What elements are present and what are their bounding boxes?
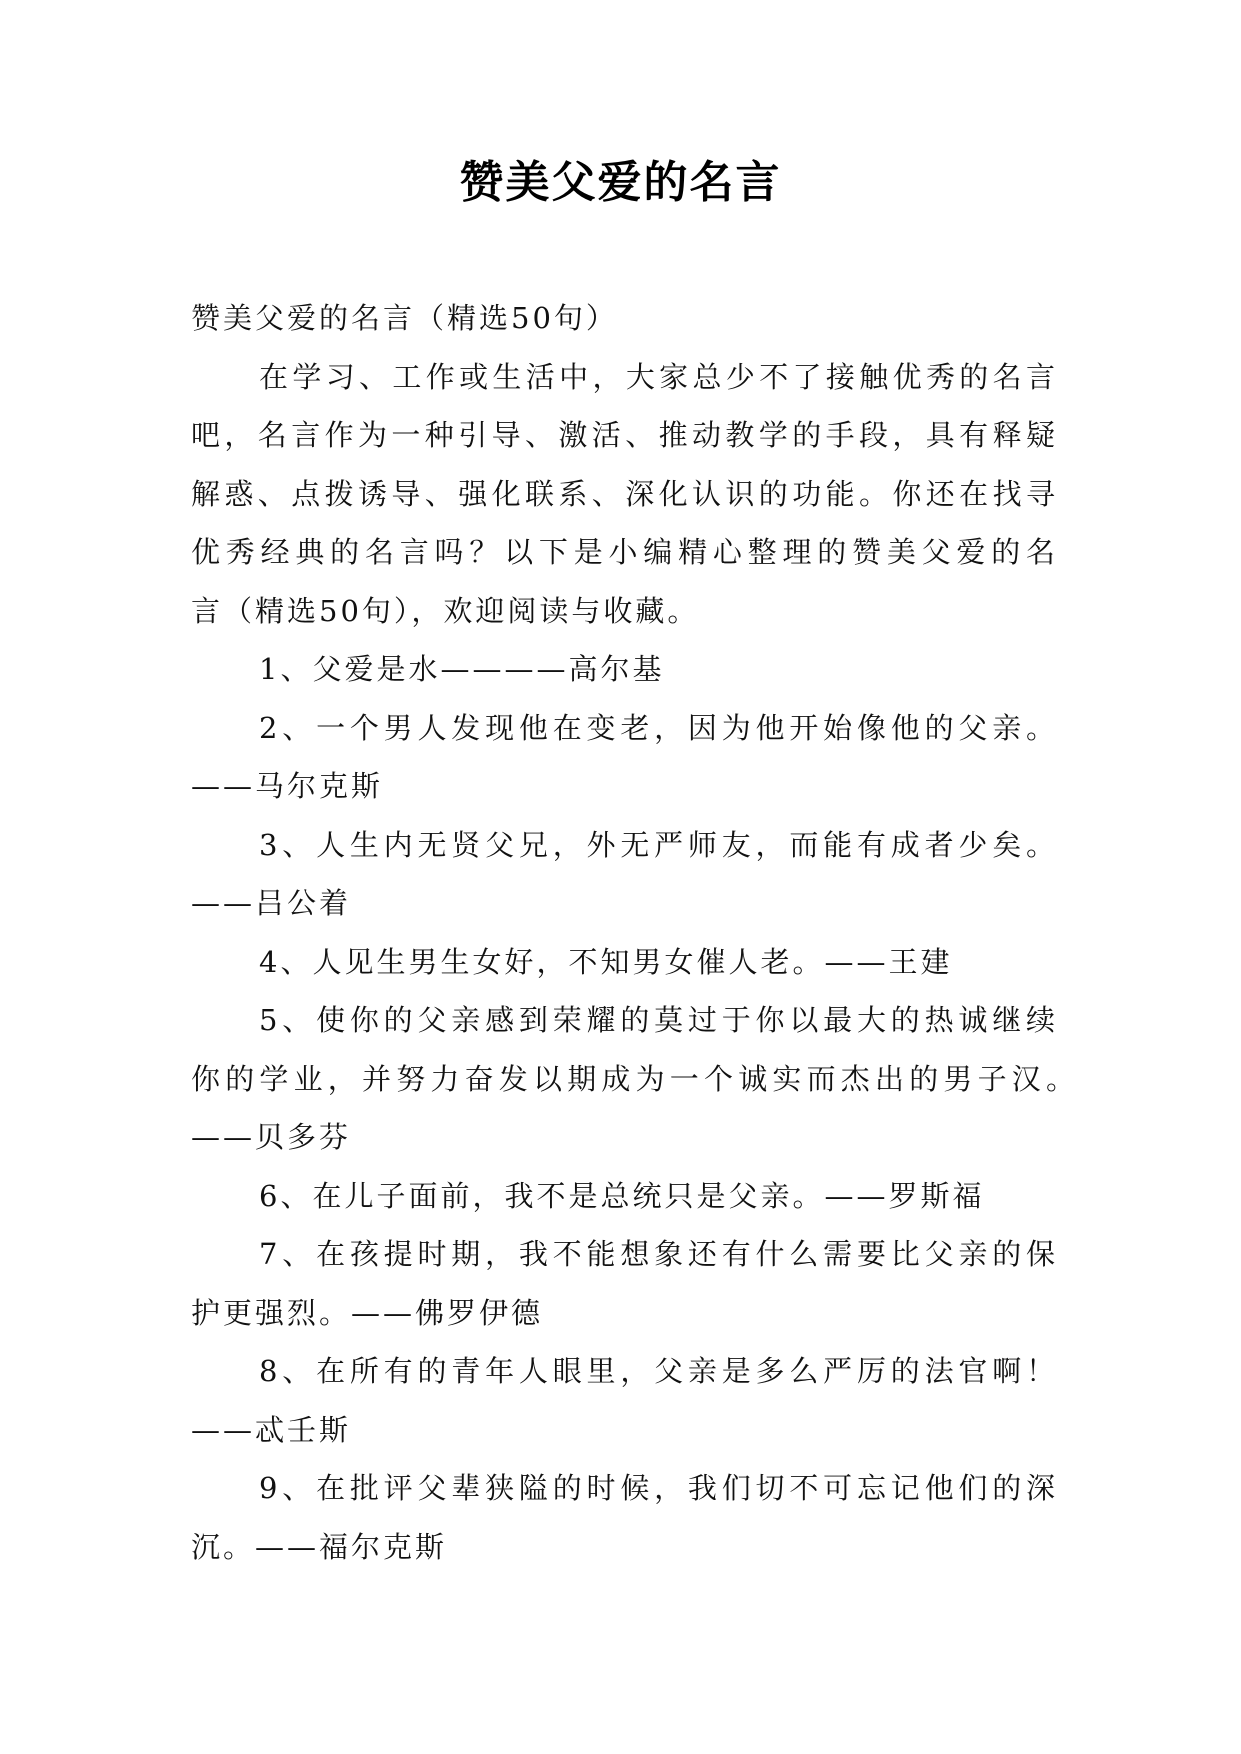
intro-line: 言（精选50句），欢迎阅读与收藏。 bbox=[191, 593, 700, 628]
intro-line: 解惑、点拨诱导、强化联系、深化认识的功能。你还在找寻 bbox=[191, 476, 1058, 511]
intro-line: 在学习、工作或生活中，大家总少不了接触优秀的名言 bbox=[259, 359, 1058, 394]
quote-9-line: 沉。——福尔克斯 bbox=[191, 1529, 448, 1564]
quote-6-line: 6、在儿子面前，我不是总统只是父亲。——罗斯福 bbox=[259, 1178, 985, 1213]
document-title: 赞美父爱的名言 bbox=[459, 157, 782, 208]
quote-4-line: 4、人见生男生女好，不知男女催人老。——王建 bbox=[259, 944, 953, 979]
intro-line: 吧，名言作为一种引导、激活、推动教学的手段，具有释疑 bbox=[191, 418, 1058, 452]
quote-2-line: 2、一个男人发现他在变老，因为他开始像他的父亲。 bbox=[259, 710, 1058, 745]
intro-line: 优秀经典的名言吗？以下是小编精心整理的赞美父爱的名 bbox=[191, 535, 1058, 569]
quote-5-line: 5、使你的父亲感到荣耀的莫过于你以最大的热诚继续 bbox=[259, 1003, 1058, 1037]
quote-7-line: 7、在孩提时期，我不能想象还有什么需要比父亲的保 bbox=[259, 1237, 1058, 1271]
quote-8-attribution: ——忒壬斯 bbox=[191, 1412, 352, 1447]
quote-3-attribution: ——吕公着 bbox=[191, 886, 352, 920]
quote-7-line: 护更强烈。——佛罗伊德 bbox=[191, 1295, 544, 1330]
quote-9-line: 9、在批评父辈狭隘的时候，我们切不可忘记他们的深 bbox=[259, 1471, 1058, 1505]
quote-8-line: 8、在所有的青年人眼里，父亲是多么严厉的法官啊！ bbox=[259, 1354, 1058, 1388]
quote-1-line: 1、父爱是水————高尔基 bbox=[259, 652, 665, 686]
quote-5-line: 你的学业，并努力奋发以期成为一个诚实而杰出的男子汉。 bbox=[191, 1061, 1078, 1096]
quote-2-attribution: ——马尔克斯 bbox=[191, 769, 384, 803]
quote-3-line: 3、人生内无贤父兄，外无严师友，而能有成者少矣。 bbox=[259, 827, 1058, 862]
quote-5-attribution: ——贝多芬 bbox=[191, 1120, 352, 1154]
document-body bbox=[191, 289, 1078, 1576]
document-heading: 赞美父爱的名言（精选50句） bbox=[191, 301, 618, 335]
